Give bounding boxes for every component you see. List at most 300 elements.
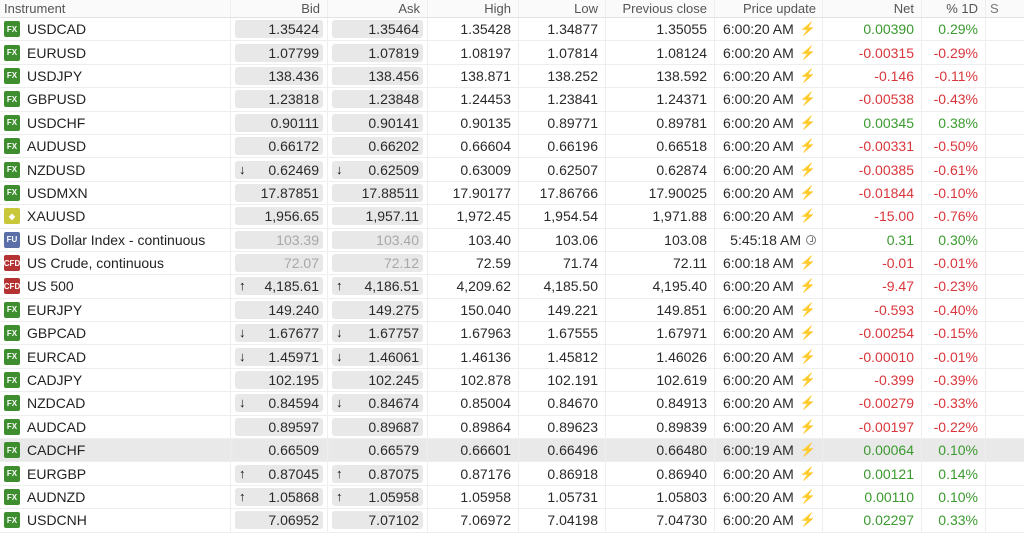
bid-price-pill[interactable] bbox=[235, 511, 323, 529]
instrument-name[interactable]: USDCNH bbox=[27, 512, 87, 529]
ask-value: 0.90141 bbox=[368, 114, 419, 131]
instrument-cell[interactable] bbox=[0, 439, 231, 461]
instrument-cell[interactable] bbox=[0, 229, 231, 251]
table-row[interactable] bbox=[0, 486, 1024, 509]
col-header-price-update[interactable]: Price update bbox=[715, 0, 823, 17]
table-row[interactable] bbox=[0, 182, 1024, 205]
ask-cell[interactable] bbox=[328, 252, 428, 274]
bid-price-pill[interactable] bbox=[235, 20, 323, 38]
instrument-name[interactable]: NZDCAD bbox=[27, 395, 86, 412]
bid-cell[interactable] bbox=[231, 112, 328, 134]
previous-close-cell: 4,195.40 bbox=[606, 275, 715, 297]
instrument-name[interactable]: AUDCAD bbox=[27, 418, 87, 435]
bid-price-pill[interactable] bbox=[235, 67, 323, 85]
fx-badge-icon: FX bbox=[4, 512, 20, 528]
instrument-cell[interactable] bbox=[0, 299, 231, 321]
price-update-cell bbox=[715, 88, 823, 110]
bid-price-pill[interactable] bbox=[235, 348, 323, 366]
price-update-cell bbox=[715, 112, 823, 134]
fx-badge-icon: FX bbox=[4, 419, 20, 435]
price-update-time: 6:00:20 AM bbox=[722, 161, 794, 178]
high-cell: 103.40 bbox=[428, 229, 519, 251]
col-header-low[interactable]: Low bbox=[519, 0, 606, 17]
table-row[interactable] bbox=[0, 392, 1024, 415]
pct-change-cell: -0.11% bbox=[922, 65, 986, 87]
instrument-cell[interactable] bbox=[0, 509, 231, 531]
table-row[interactable] bbox=[0, 322, 1024, 345]
net-change-cell: 0.00390 bbox=[823, 18, 922, 40]
bid-cell[interactable] bbox=[231, 392, 328, 414]
price-update-cell bbox=[715, 439, 823, 461]
lightning-icon: ⚡ bbox=[799, 91, 816, 107]
previous-close-cell: 1.67971 bbox=[606, 322, 715, 344]
ask-cell[interactable] bbox=[328, 88, 428, 110]
net-change-cell: 0.00110 bbox=[823, 486, 922, 508]
ask-value: 72.12 bbox=[383, 255, 419, 272]
col-header-previous-close[interactable]: Previous close bbox=[606, 0, 715, 17]
previous-close-cell: 1.24371 bbox=[606, 88, 715, 110]
ask-price-pill[interactable] bbox=[332, 324, 423, 342]
futures-badge-icon: FU bbox=[4, 232, 20, 248]
bid-value: 1.05868 bbox=[268, 489, 319, 505]
bid-price-pill[interactable] bbox=[235, 137, 323, 155]
bid-value: 72.07 bbox=[283, 255, 319, 272]
low-cell: 103.06 bbox=[519, 229, 606, 251]
bid-cell[interactable] bbox=[231, 252, 328, 274]
bid-value: 0.90111 bbox=[270, 114, 319, 131]
high-cell: 72.59 bbox=[428, 252, 519, 274]
bid-cell[interactable] bbox=[231, 345, 328, 367]
previous-close-cell: 1.35055 bbox=[606, 18, 715, 40]
ask-cell[interactable] bbox=[328, 392, 428, 414]
ask-price-pill[interactable] bbox=[332, 231, 423, 249]
pct-change-cell: -0.15% bbox=[922, 322, 986, 344]
low-cell: 1,954.54 bbox=[519, 205, 606, 227]
table-row[interactable] bbox=[0, 65, 1024, 88]
high-cell: 0.89864 bbox=[428, 416, 519, 438]
table-row[interactable] bbox=[0, 135, 1024, 158]
fx-badge-icon: FX bbox=[4, 185, 20, 201]
extra-cell bbox=[986, 345, 1024, 367]
lightning-icon: ⚡ bbox=[799, 372, 816, 388]
instrument-cell[interactable] bbox=[0, 322, 231, 344]
price-update-time: 6:00:20 AM bbox=[722, 91, 794, 108]
price-update-time: 6:00:19 AM bbox=[722, 442, 794, 459]
ask-cell[interactable] bbox=[328, 182, 428, 204]
net-change-cell: 0.00064 bbox=[823, 439, 922, 461]
col-header-high[interactable]: High bbox=[428, 0, 519, 17]
ask-price-pill[interactable] bbox=[332, 161, 423, 179]
table-row[interactable] bbox=[0, 462, 1024, 485]
bid-cell[interactable] bbox=[231, 205, 328, 227]
arrow-down-icon: ↓ bbox=[239, 348, 246, 364]
instrument-cell[interactable] bbox=[0, 252, 231, 274]
price-update-cell bbox=[715, 416, 823, 438]
bid-cell[interactable] bbox=[231, 158, 328, 180]
price-update-cell bbox=[715, 345, 823, 367]
ask-price-pill[interactable] bbox=[332, 67, 423, 85]
table-row[interactable] bbox=[0, 416, 1024, 439]
bid-price-pill[interactable] bbox=[235, 161, 323, 179]
table-row[interactable] bbox=[0, 112, 1024, 135]
bid-price-pill[interactable] bbox=[235, 231, 323, 249]
instrument-cell[interactable] bbox=[0, 369, 231, 391]
net-change-cell: 0.31 bbox=[823, 229, 922, 251]
ask-price-pill[interactable] bbox=[332, 441, 423, 459]
instrument-cell[interactable] bbox=[0, 462, 231, 484]
instrument-name[interactable]: EURUSD bbox=[27, 44, 87, 61]
col-header-extra[interactable]: S bbox=[990, 1, 999, 16]
lightning-icon: ⚡ bbox=[799, 512, 816, 528]
bid-value: 4,185.61 bbox=[264, 278, 319, 295]
table-row[interactable] bbox=[0, 88, 1024, 111]
ask-price-pill[interactable] bbox=[332, 137, 423, 155]
col-header-bid[interactable]: Bid bbox=[231, 0, 328, 17]
net-change-cell: 0.00121 bbox=[823, 462, 922, 484]
extra-cell bbox=[986, 182, 1024, 204]
ask-price-pill[interactable] bbox=[332, 277, 423, 295]
instrument-name[interactable]: NZDUSD bbox=[27, 161, 86, 178]
instrument-name[interactable]: EURJPY bbox=[27, 301, 83, 318]
ask-cell[interactable] bbox=[328, 135, 428, 157]
pct-change-cell: 0.10% bbox=[922, 486, 986, 508]
ask-cell[interactable] bbox=[328, 486, 428, 508]
instrument-name[interactable]: CADJPY bbox=[27, 372, 83, 389]
bid-cell[interactable] bbox=[231, 229, 328, 251]
net-change-cell: -0.399 bbox=[823, 369, 922, 391]
pct-change-cell: -0.33% bbox=[922, 392, 986, 414]
ask-price-pill[interactable] bbox=[332, 184, 423, 202]
table-row[interactable] bbox=[0, 439, 1024, 462]
extra-cell bbox=[986, 392, 1024, 414]
table-row[interactable] bbox=[0, 205, 1024, 228]
lightning-icon: ⚡ bbox=[799, 114, 816, 130]
bid-cell[interactable] bbox=[231, 369, 328, 391]
price-update-time: 6:00:20 AM bbox=[722, 489, 794, 505]
ask-price-pill[interactable] bbox=[332, 348, 423, 366]
high-cell: 1.46136 bbox=[428, 345, 519, 367]
ask-price-pill[interactable] bbox=[332, 254, 423, 272]
instrument-cell[interactable] bbox=[0, 112, 231, 134]
instrument-name[interactable]: GBPCAD bbox=[27, 325, 87, 342]
ask-cell[interactable] bbox=[328, 112, 428, 134]
bid-cell[interactable] bbox=[231, 88, 328, 110]
bid-value: 0.89597 bbox=[268, 418, 319, 435]
ask-value: 0.89687 bbox=[368, 418, 419, 435]
ask-cell[interactable] bbox=[328, 299, 428, 321]
bid-cell[interactable] bbox=[231, 275, 328, 297]
extra-cell bbox=[986, 509, 1024, 531]
table-row[interactable] bbox=[0, 345, 1024, 368]
low-cell: 0.66496 bbox=[519, 439, 606, 461]
bid-price-pill[interactable] bbox=[235, 371, 323, 389]
table-row[interactable] bbox=[0, 509, 1024, 532]
price-update-cell bbox=[715, 275, 823, 297]
bid-cell[interactable] bbox=[231, 486, 328, 508]
extra-cell bbox=[986, 18, 1024, 40]
ask-value: 1.07819 bbox=[368, 44, 419, 61]
instrument-cell[interactable] bbox=[0, 392, 231, 414]
low-cell: 138.252 bbox=[519, 65, 606, 87]
fx-badge-icon: FX bbox=[4, 302, 20, 318]
price-update-cell bbox=[715, 135, 823, 157]
ask-cell[interactable] bbox=[328, 205, 428, 227]
bid-cell[interactable] bbox=[231, 439, 328, 461]
bid-price-pill[interactable] bbox=[235, 301, 323, 319]
price-update-cell bbox=[715, 299, 823, 321]
fx-badge-icon: FX bbox=[4, 489, 20, 505]
ask-cell[interactable] bbox=[328, 158, 428, 180]
extra-cell bbox=[986, 439, 1024, 461]
extra-cell bbox=[986, 275, 1024, 297]
previous-close-cell: 1.08124 bbox=[606, 41, 715, 63]
high-cell: 150.040 bbox=[428, 299, 519, 321]
ask-price-pill[interactable] bbox=[332, 394, 423, 412]
high-cell: 1,972.45 bbox=[428, 205, 519, 227]
previous-close-cell: 0.84913 bbox=[606, 392, 715, 414]
high-cell: 1.35428 bbox=[428, 18, 519, 40]
table-header bbox=[0, 0, 1024, 18]
fx-badge-icon: FX bbox=[4, 21, 20, 37]
bid-price-pill[interactable] bbox=[235, 277, 323, 295]
bid-value: 138.436 bbox=[268, 67, 319, 84]
ask-price-pill[interactable] bbox=[332, 511, 423, 529]
net-change-cell: -0.146 bbox=[823, 65, 922, 87]
price-update-time: 6:00:20 AM bbox=[722, 372, 794, 389]
col-header-pct-1d[interactable]: % 1D bbox=[922, 0, 986, 17]
price-update-time: 6:00:20 AM bbox=[722, 325, 794, 342]
bid-value: 0.87045 bbox=[268, 465, 319, 482]
ask-cell[interactable] bbox=[328, 65, 428, 87]
instrument-cell[interactable] bbox=[0, 18, 231, 40]
bid-price-pill[interactable] bbox=[235, 44, 323, 62]
ask-price-pill[interactable] bbox=[332, 207, 423, 225]
fx-badge-icon: FX bbox=[4, 115, 20, 131]
extra-cell bbox=[986, 322, 1024, 344]
ask-cell[interactable] bbox=[328, 18, 428, 40]
instrument-name[interactable]: USDCHF bbox=[27, 114, 86, 131]
table-row[interactable] bbox=[0, 252, 1024, 275]
pct-change-cell: -0.39% bbox=[922, 369, 986, 391]
instrument-cell[interactable] bbox=[0, 158, 231, 180]
bid-price-pill[interactable] bbox=[235, 488, 323, 506]
ask-value: 138.456 bbox=[368, 67, 419, 84]
price-update-cell bbox=[715, 205, 823, 227]
cfd-badge-icon: CFD bbox=[4, 255, 20, 271]
ask-cell[interactable] bbox=[328, 369, 428, 391]
arrow-down-icon: ↓ bbox=[239, 161, 246, 177]
bid-cell[interactable] bbox=[231, 299, 328, 321]
net-change-cell: -0.00538 bbox=[823, 88, 922, 110]
ask-cell[interactable] bbox=[328, 275, 428, 297]
bid-price-pill[interactable] bbox=[235, 418, 323, 436]
ask-price-pill[interactable] bbox=[332, 90, 423, 108]
previous-close-cell: 0.89839 bbox=[606, 416, 715, 438]
bid-cell[interactable] bbox=[231, 322, 328, 344]
previous-close-cell: 138.592 bbox=[606, 65, 715, 87]
lightning-icon: ⚡ bbox=[799, 301, 816, 317]
extra-cell bbox=[986, 486, 1024, 508]
price-update-cell bbox=[715, 462, 823, 484]
fx-badge-icon: FX bbox=[4, 442, 20, 458]
instrument-cell[interactable] bbox=[0, 205, 231, 227]
instrument-name[interactable]: USDMXN bbox=[27, 184, 88, 201]
col-header-net[interactable]: Net bbox=[823, 0, 922, 17]
extra-cell bbox=[986, 205, 1024, 227]
instrument-cell[interactable] bbox=[0, 486, 231, 508]
bid-value: 0.84594 bbox=[268, 395, 319, 412]
ask-price-pill[interactable] bbox=[332, 20, 423, 38]
pct-change-cell: -0.01% bbox=[922, 252, 986, 274]
instrument-name[interactable]: USDJPY bbox=[27, 67, 83, 84]
ask-price-pill[interactable] bbox=[332, 488, 423, 506]
instrument-name[interactable]: XAUUSD bbox=[27, 208, 86, 225]
price-update-time: 6:00:20 AM bbox=[722, 21, 794, 38]
bid-price-pill[interactable] bbox=[235, 207, 323, 225]
extra-cell bbox=[986, 135, 1024, 157]
previous-close-cell: 7.04730 bbox=[606, 509, 715, 531]
instrument-name[interactable]: EURGBP bbox=[27, 465, 87, 482]
arrow-up-icon: ↑ bbox=[336, 465, 343, 481]
instrument-name[interactable]: US Crude, continuous bbox=[27, 255, 164, 272]
bid-price-pill[interactable] bbox=[235, 254, 323, 272]
instrument-name[interactable]: US Dollar Index - continuous bbox=[27, 231, 206, 248]
bid-price-pill[interactable] bbox=[235, 394, 323, 412]
low-cell: 17.86766 bbox=[519, 182, 606, 204]
price-update-cell bbox=[715, 41, 823, 63]
ask-cell[interactable] bbox=[328, 462, 428, 484]
fx-badge-icon: FX bbox=[4, 395, 20, 411]
bid-cell[interactable] bbox=[231, 18, 328, 40]
price-update-cell bbox=[715, 158, 823, 180]
instrument-name[interactable]: US 500 bbox=[27, 278, 74, 295]
bid-cell[interactable] bbox=[231, 462, 328, 484]
bid-price-pill[interactable] bbox=[235, 90, 323, 108]
instrument-name[interactable]: AUDUSD bbox=[27, 138, 87, 155]
high-cell: 1.67963 bbox=[428, 322, 519, 344]
ask-cell[interactable] bbox=[328, 345, 428, 367]
bid-value: 1.67677 bbox=[268, 325, 319, 342]
price-update-cell bbox=[715, 486, 823, 508]
instrument-cell[interactable] bbox=[0, 275, 231, 297]
price-update-cell bbox=[715, 252, 823, 274]
table-row[interactable] bbox=[0, 18, 1024, 41]
bid-cell[interactable] bbox=[231, 135, 328, 157]
net-change-cell: -0.593 bbox=[823, 299, 922, 321]
instrument-cell[interactable] bbox=[0, 416, 231, 438]
instrument-cell[interactable] bbox=[0, 41, 231, 63]
clock-icon bbox=[806, 235, 816, 245]
previous-close-cell: 102.619 bbox=[606, 369, 715, 391]
previous-close-cell: 1.05803 bbox=[606, 486, 715, 508]
price-update-time: 6:00:20 AM bbox=[722, 278, 794, 295]
low-cell: 1.05731 bbox=[519, 486, 606, 508]
pct-change-cell: -0.40% bbox=[922, 299, 986, 321]
ask-value: 0.66202 bbox=[368, 138, 419, 155]
table-row[interactable] bbox=[0, 275, 1024, 298]
net-change-cell: -0.01 bbox=[823, 252, 922, 274]
table-row[interactable] bbox=[0, 229, 1024, 252]
bid-price-pill[interactable] bbox=[235, 324, 323, 342]
high-cell: 102.878 bbox=[428, 369, 519, 391]
gold-badge-icon: ◆ bbox=[4, 208, 20, 224]
table-row[interactable] bbox=[0, 41, 1024, 64]
ask-cell[interactable] bbox=[328, 439, 428, 461]
bid-cell[interactable] bbox=[231, 41, 328, 63]
bid-price-pill[interactable] bbox=[235, 184, 323, 202]
ask-cell[interactable] bbox=[328, 229, 428, 251]
pct-change-cell: 0.14% bbox=[922, 462, 986, 484]
instrument-name[interactable]: CADCHF bbox=[27, 442, 86, 459]
table-row[interactable] bbox=[0, 369, 1024, 392]
low-cell: 0.66196 bbox=[519, 135, 606, 157]
ask-cell[interactable] bbox=[328, 416, 428, 438]
ask-price-pill[interactable] bbox=[332, 371, 423, 389]
low-cell: 0.84670 bbox=[519, 392, 606, 414]
instrument-cell[interactable] bbox=[0, 135, 231, 157]
col-header-ask[interactable]: Ask bbox=[328, 0, 428, 17]
lightning-icon: ⚡ bbox=[799, 67, 816, 83]
table-row[interactable] bbox=[0, 158, 1024, 181]
instrument-cell[interactable] bbox=[0, 345, 231, 367]
bid-cell[interactable] bbox=[231, 509, 328, 531]
instrument-cell[interactable] bbox=[0, 182, 231, 204]
bid-value: 1.07799 bbox=[268, 44, 319, 61]
price-update-time: 6:00:20 AM bbox=[722, 44, 794, 61]
bid-cell[interactable] bbox=[231, 65, 328, 87]
ask-value: 1.23848 bbox=[368, 91, 419, 108]
bid-cell[interactable] bbox=[231, 182, 328, 204]
ask-price-pill[interactable] bbox=[332, 418, 423, 436]
pct-change-cell: -0.23% bbox=[922, 275, 986, 297]
arrow-down-icon: ↓ bbox=[336, 325, 343, 341]
ask-cell[interactable] bbox=[328, 41, 428, 63]
bid-value: 149.240 bbox=[268, 301, 319, 318]
instrument-cell[interactable] bbox=[0, 65, 231, 87]
bid-price-pill[interactable] bbox=[235, 114, 323, 132]
extra-cell bbox=[986, 252, 1024, 274]
pct-change-cell: -0.10% bbox=[922, 182, 986, 204]
col-header-instrument[interactable]: Instrument bbox=[0, 0, 231, 17]
price-update-time: 6:00:20 AM bbox=[722, 348, 794, 365]
ask-price-pill[interactable] bbox=[332, 44, 423, 62]
instrument-name[interactable]: GBPUSD bbox=[27, 91, 87, 108]
ask-price-pill[interactable] bbox=[332, 301, 423, 319]
instrument-name[interactable]: AUDNZD bbox=[27, 489, 86, 505]
ask-value: 0.62509 bbox=[368, 161, 419, 178]
instrument-name[interactable]: EURCAD bbox=[27, 348, 87, 365]
ask-value: 4,186.51 bbox=[364, 278, 419, 295]
bid-price-pill[interactable] bbox=[235, 465, 323, 483]
previous-close-cell: 0.62874 bbox=[606, 158, 715, 180]
bid-price-pill[interactable] bbox=[235, 441, 323, 459]
ask-value: 149.275 bbox=[368, 301, 419, 318]
instrument-cell[interactable] bbox=[0, 88, 231, 110]
ask-value: 7.07102 bbox=[368, 512, 419, 529]
arrow-down-icon: ↓ bbox=[336, 161, 343, 177]
bid-cell[interactable] bbox=[231, 416, 328, 438]
ask-cell[interactable] bbox=[328, 509, 428, 531]
table-row[interactable] bbox=[0, 299, 1024, 322]
high-cell: 0.90135 bbox=[428, 112, 519, 134]
ask-price-pill[interactable] bbox=[332, 114, 423, 132]
arrow-down-icon: ↓ bbox=[239, 395, 246, 411]
instrument-name[interactable]: USDCAD bbox=[27, 21, 87, 38]
cfd-badge-icon: CFD bbox=[4, 278, 20, 294]
ask-cell[interactable] bbox=[328, 322, 428, 344]
ask-price-pill[interactable] bbox=[332, 465, 423, 483]
lightning-icon: ⚡ bbox=[799, 418, 816, 434]
